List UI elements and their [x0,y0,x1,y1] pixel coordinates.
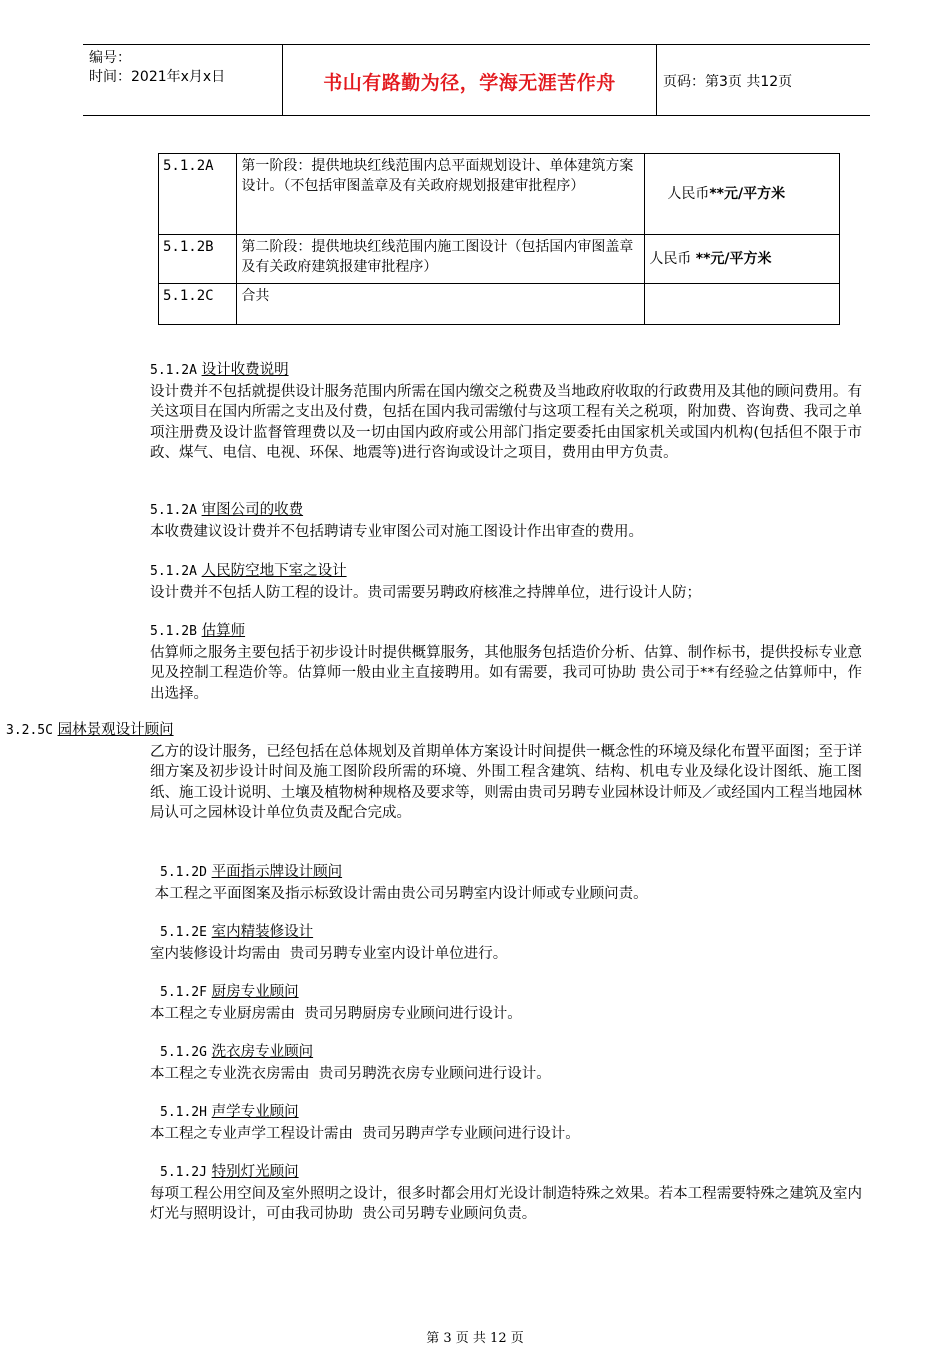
section-title: 估算师 [201,623,246,639]
fee-price-value: **元/平方米 [695,251,772,267]
section-title: 室内精装修设计 [211,924,314,940]
section-title: 园林景观设计顾问 [57,722,174,738]
section-heading [150,621,862,643]
section-review-fee [150,500,862,542]
page-footer: 第 3 页 共 12 页 [426,1331,524,1346]
section-title: 特别灯光顾问 [211,1164,299,1180]
fee-code: 5.1.2C [159,284,237,325]
section-title: 平面指示牌设计顾问 [211,864,343,880]
header-motto: 书山有路勤为径，学海无涯苦作舟 [323,72,616,94]
fee-table [158,153,840,325]
section-heading [150,1042,862,1064]
section-lighting [150,1162,862,1225]
section-number: 5.1.2F [160,985,207,1000]
section-body: 本工程之专业洗衣房需由 贵司另聘洗衣房专业顾问进行设计。 [150,1065,551,1082]
section-number: 3.2.5C [6,723,53,738]
section-body: 本收费建议设计费并不包括聘请专业审图公司对施工图设计作出审查的费用。 [150,523,643,540]
section-body: 室内装修设计均需由 贵司另聘专业室内设计单位进行。 [150,945,508,962]
section-kitchen [150,982,862,1024]
fee-price [645,284,840,325]
section-number: 5.1.2E [160,925,207,940]
section-interior [150,922,862,964]
section-title: 设计收费说明 [201,362,289,378]
table-row [159,235,840,284]
section-heading [150,561,862,583]
section-body: 本工程之平面图案及指示标致设计需由贵公司另聘室内设计师或专业顾问责。 [150,885,648,902]
section-body: 设计费并不包括就提供设计服务范围内所需在国内缴交之税费及当地政府收取的行政费用及其他的顾问费用。有关这项目在国内所需之支出及付费，包括在国内我司需缴付与这项工程有关之税项，附加费、咨询费、我司之单项注册费及设计监督管理费以及一切由国内政府或公用部门指定要委托由国家机关或国内机构(包括但不限于市政、煤气、电信、电视、环保、地震等)进行咨询或设计之项目，费用由甲方负责。 [150,383,862,461]
section-acoustics [150,1102,862,1144]
section-number: 5.1.2B [150,624,197,639]
fee-price [645,235,840,284]
section-body: 设计费并不包括人防工程的设计。贵司需要另聘政府核准之持牌单位，进行设计人防； [150,584,701,601]
section-heading [150,500,862,522]
document-number-label: 编号： [89,50,131,66]
section-number: 5.1.2A [150,503,197,518]
fee-price-value: **元/平方米 [709,186,786,202]
section-number: 5.1.2A [150,564,197,579]
section-heading [150,360,862,382]
section-title: 洗衣房专业顾问 [211,1044,314,1060]
header-divider [656,45,657,115]
page-header [83,44,870,116]
section-heading [150,982,862,1004]
section-heading [150,862,862,884]
header-page-info: 页码：第3页 共12页 [663,74,793,90]
section-civil-defense [150,561,862,603]
section-body: 乙方的设计服务，已经包括在总体规划及首期单体方案设计时间提供一概念性的环境及绿化布置平面图；至于详细方案及初步设计时间及施工图阶段所需的环境、外围工程含建筑、结构、机电专业及绿化设计图纸、施工图纸、施工设计说明、土壤及植物树种规格及要求等，则需由贵司另聘专业园林设计师及／或经国内工程当地园林局认可之园林设计单位负责及配合完成。 [150,743,862,821]
section-fee-notes [150,360,862,464]
section-body: 每项工程公用空间及室外照明之设计，很多时都会用灯光设计制造特殊之效果。若本工程需要特殊之建筑及室内灯光与照明设计，可由我司协助 贵公司另聘专业顾问负责。 [150,1185,862,1222]
section-number: 5.1.2A [150,363,197,378]
section-heading [150,1162,862,1184]
fee-price-prefix: 人民币 [649,251,696,267]
section-title: 审图公司的收费 [201,502,304,518]
document-time-label: 时间：2021年x月x日 [89,69,226,85]
section-laundry [150,1042,862,1084]
section-number: 5.1.2D [160,865,207,880]
section-heading [150,1102,862,1124]
section-number: 5.1.2J [160,1165,207,1180]
section-title: 人民防空地下室之设计 [201,563,347,579]
section-estimator [150,621,862,704]
fee-code: 5.1.2B [159,235,237,284]
header-meta [89,49,225,87]
fee-description: 合共 [237,284,645,325]
section-title: 声学专业顾问 [211,1104,299,1120]
section-signage [150,862,862,904]
fee-description: 第一阶段：提供地块红线范围内总平面规划设计、单体建筑方案设计。（不包括审图盖章及有关政府规划报建审批程序） [237,154,645,235]
section-number: 5.1.2G [160,1045,207,1060]
section-title: 厨房专业顾问 [211,984,299,1000]
fee-description: 第二阶段：提供地块红线范围内施工图设计（包括国内审图盖章及有关政府建筑报建审批程序） [237,235,645,284]
fee-price-prefix: 人民币 [667,186,710,202]
section-body: 估算师之服务主要包括于初步设计时提供概算服务，其他服务包括造价分析、估算、制作标书，提供投标专业意见及控制工程造价等。估算师一般由业主直接聘用。如有需要，我司可协助 贵公司于**有经验之估算师中，作出选择。 [150,644,862,702]
table-row [159,284,840,325]
fee-price [645,154,840,235]
section-heading [6,720,862,742]
section-heading [150,922,862,944]
section-body: 本工程之专业厨房需由 贵司另聘厨房专业顾问进行设计。 [150,1005,522,1022]
section-body: 本工程之专业声学工程设计需由 贵司另聘声学专业顾问进行设计。 [150,1125,580,1142]
fee-code: 5.1.2A [159,154,237,235]
section-number: 5.1.2H [160,1105,207,1120]
section-landscape [6,720,862,824]
table-row [159,154,840,235]
